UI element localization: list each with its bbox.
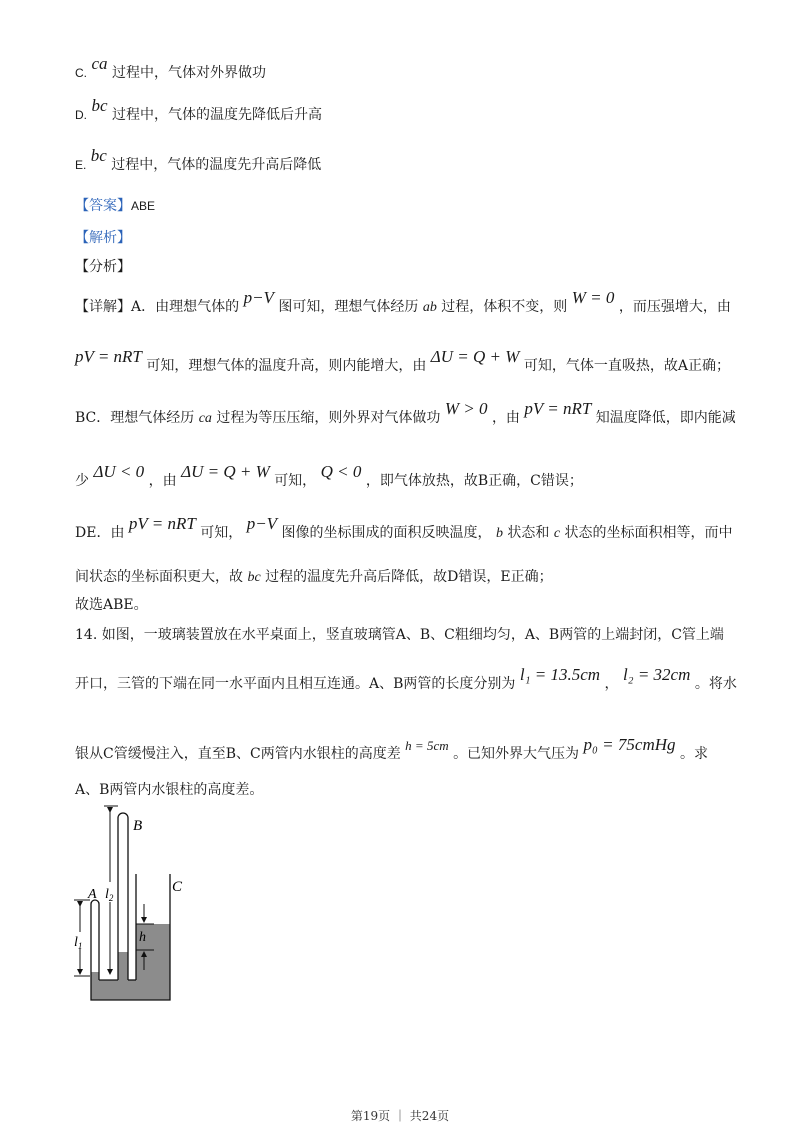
option-e-letter: E.: [75, 158, 87, 172]
detail-line-1: [75, 288, 731, 316]
formula: b: [495, 526, 503, 541]
detail-text: BC．理想气体经历: [75, 410, 195, 426]
option-d: [75, 96, 322, 124]
detail-text: 图可知，理想气体经历: [278, 299, 419, 315]
detail-text: DE．由: [75, 525, 125, 541]
formula: c: [553, 526, 561, 541]
formula: W = 0: [571, 288, 615, 307]
page-footer: 第19页 ｜ 共24页: [350, 1109, 450, 1123]
analysis-tag: 【解析】: [75, 230, 131, 246]
q14-text: ，: [604, 676, 619, 692]
answer-value: ABE: [131, 199, 156, 213]
label-b: B: [133, 818, 143, 834]
label-l1: $l_1$: [74, 935, 83, 951]
detail-line-5: [75, 514, 733, 542]
detail-line-2: [75, 347, 731, 375]
detail-text: 可知，理想气体的温度升高，则内能增大，由: [146, 358, 427, 374]
option-d-math: bc: [91, 96, 108, 115]
answer-tag: 【答案】: [75, 198, 131, 214]
detail-text: 知温度降低，即内能减: [595, 410, 736, 426]
formula: p−V: [246, 514, 278, 533]
q14-text: 开口，三管的下端在同一水平面内且相互连通。A、B两管的长度分别为: [75, 676, 516, 692]
label-h: h: [139, 930, 146, 945]
q14-text: 。求: [679, 746, 708, 762]
detail-text: 图像的坐标围成的面积反映温度，: [281, 525, 492, 541]
formula: l₁ = 13.5cm: [519, 665, 601, 684]
detail-text: 【详解】A．由理想气体的: [75, 299, 240, 315]
q14-line-3: [75, 735, 708, 763]
q14-line-1: 14. 如图，一玻璃装置放在水平桌面上，竖直玻璃管A、B、C粗细均匀，A、B两管的上端封闭，C管上端: [75, 627, 724, 643]
detail-text: 过程为等压压缩，则外界对气体做功: [216, 410, 441, 426]
formula: ΔU = Q + W: [430, 347, 520, 366]
option-c-math: ca: [91, 54, 108, 73]
detail-line-6: [75, 566, 553, 586]
formula: ΔU < 0: [93, 462, 145, 481]
detail-line-7: 故选ABE。: [75, 597, 148, 613]
detail-text: 状态的坐标面积相等，而中: [564, 525, 733, 541]
option-e-math: bc: [90, 146, 107, 165]
answer-line: [75, 195, 155, 215]
formula: bc: [247, 570, 261, 585]
q14-text: 银从C管缓慢注入，直至B、C两管内水银柱的高度差: [75, 746, 401, 762]
detail-text: 状态和: [507, 525, 550, 541]
formula: ca: [198, 411, 212, 426]
detail-line-3: [75, 399, 736, 427]
option-d-text: 过程中，气体的温度先降低后升高: [111, 107, 322, 123]
detail-text: 可知，: [274, 473, 317, 489]
formula: p₀ = 75cmHg: [583, 735, 676, 754]
detail-text: ，而压强增大，由: [618, 299, 731, 315]
q14-line-4: A、B两管内水银柱的高度差。: [75, 782, 264, 798]
detail-text: ，即气体放热，故B正确，C错误；: [365, 473, 583, 489]
option-d-letter: D.: [75, 108, 87, 122]
formula: pV = nRT: [524, 399, 592, 418]
formula: pV = nRT: [75, 347, 142, 366]
formula: l₂ = 32cm: [622, 665, 691, 684]
option-c-text: 过程中，气体对外界做功: [111, 65, 266, 81]
detail-text: ，由: [148, 473, 177, 489]
label-a: A: [88, 887, 97, 902]
formula: W > 0: [444, 399, 488, 418]
q14-text: 。将水: [694, 676, 737, 692]
formula: ab: [422, 300, 437, 315]
detail-text: 过程，体积不变，则: [441, 299, 568, 315]
formula: h = 5cm: [405, 738, 449, 753]
q14-line-2: [75, 665, 737, 693]
q14-text: 。已知外界大气压为: [453, 746, 580, 762]
tube-figure: [60, 800, 210, 1010]
formula: Q < 0: [320, 462, 362, 481]
option-c-letter: C.: [75, 66, 87, 80]
formula: p−V: [243, 288, 274, 307]
mercury: [91, 924, 170, 1000]
option-e-text: 过程中，气体的温度先升高后降低: [111, 157, 322, 173]
label-c: C: [172, 879, 183, 895]
formula: ΔU = Q + W: [181, 462, 270, 481]
detail-text: ，由: [491, 410, 520, 426]
fenxi-tag: 【分析】: [75, 259, 131, 275]
label-l2: $l_2$: [105, 887, 114, 903]
formula: pV = nRT: [128, 514, 196, 533]
detail-line-4: [75, 462, 583, 490]
option-e: [75, 146, 322, 174]
detail-text: 可知，: [200, 525, 243, 541]
detail-text: 间状态的坐标面积更大，故: [75, 569, 243, 585]
detail-text: 少: [75, 473, 89, 489]
detail-text: 可知，气体一直吸热，故A正确；: [523, 358, 731, 374]
detail-text: 过程的温度先升高后降低，故D错误，E正确；: [265, 569, 553, 585]
option-c: [75, 54, 266, 82]
